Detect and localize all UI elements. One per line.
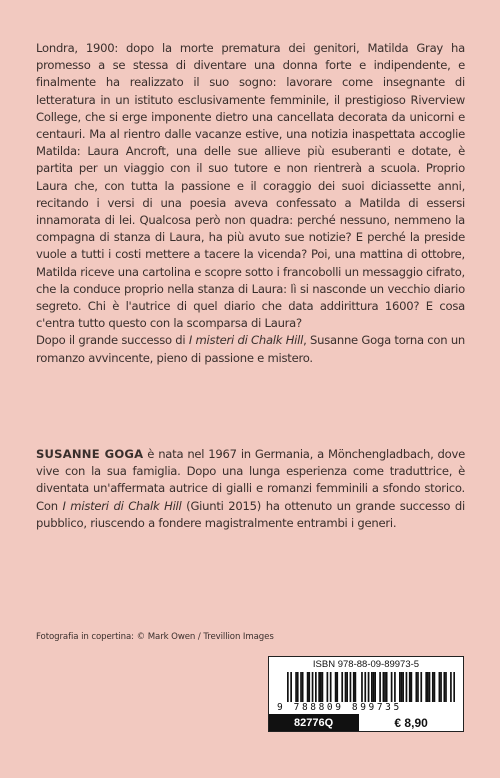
- barcode-bar: [371, 672, 373, 702]
- barcode-bar: [320, 672, 322, 702]
- barcode-block: [268, 656, 464, 732]
- author-bio-text-2: (Giunti 2015) ha ottenuto un grande successo di pubblico, riuscendo a fondere magistralmente entrambi i generi.: [36, 498, 465, 530]
- barcode-bar: [409, 672, 411, 702]
- barcode-bar: [439, 672, 441, 702]
- barcode-bar: [330, 672, 332, 702]
- barcode-bar: [384, 672, 386, 702]
- cover-photo-credit: Fotografia in copertina: © Mark Owen / Trevillion Images: [36, 632, 274, 642]
- author-bio-book-title: I misteri di Chalk Hill: [62, 498, 182, 513]
- barcode-bar: [308, 672, 310, 702]
- barcode-bar: [346, 672, 348, 702]
- barcode-bar: [411, 672, 413, 702]
- barcode-bar: [364, 672, 366, 702]
- barcode-bar: [401, 672, 403, 702]
- barcode-bar: [336, 672, 338, 702]
- author-bio-paragraph: [36, 446, 465, 532]
- barcode-bar: [374, 672, 376, 702]
- barcode-bar: [445, 672, 447, 702]
- barcode-bar: [307, 672, 309, 702]
- barcode-bar: [318, 672, 320, 702]
- barcode-bar: [355, 672, 357, 702]
- barcode-bar: [417, 672, 419, 702]
- author-bio: [36, 446, 465, 532]
- barcode-graphic: [287, 672, 455, 702]
- synopsis: [36, 40, 465, 367]
- barcode-bar: [420, 672, 422, 702]
- author-name: SUSANNE GOGA: [36, 447, 144, 461]
- barcode-footer: [269, 714, 463, 731]
- barcode-bar: [443, 672, 445, 702]
- barcode-bar: [391, 672, 393, 702]
- barcode-bar: [341, 672, 343, 702]
- synopsis-closing: [36, 332, 465, 366]
- barcode-bar: [290, 672, 292, 702]
- barcode-bar: [350, 672, 352, 702]
- barcode-bar: [450, 672, 452, 702]
- barcode-bar: [300, 672, 302, 702]
- barcode-bar: [406, 672, 408, 702]
- barcode-bar: [432, 672, 434, 702]
- author-bio-text-1: è nata nel 1967 in Germania, a Mönchengladbach, dove vive con la sua famiglia. Dopo una lunga esperienza come traduttrice, è diventata un'affermata autrice di gialli e romanzi femminili a sfondo storico. Con: [36, 447, 465, 513]
- barcode-bar: [297, 672, 299, 702]
- barcode-bar: [379, 672, 381, 702]
- barcode-bar: [429, 672, 431, 702]
- barcode-bar: [361, 672, 363, 702]
- barcode-bar: [287, 672, 289, 702]
- barcode-bar: [345, 672, 347, 702]
- barcode-bar: [295, 672, 297, 702]
- barcode-bar: [394, 672, 396, 702]
- barcode-bar: [383, 672, 385, 702]
- synopsis-closing-end: , Susanne Goga torna con un romanzo avvincente, pieno di passione e mistero.: [36, 333, 466, 365]
- barcode-bar: [312, 672, 314, 702]
- barcode-bar: [335, 672, 337, 702]
- synopsis-closing-start: Dopo il grande successo di: [36, 333, 189, 348]
- synopsis-paragraph: Londra, 1900: dopo la morte prematura dei genitori, Matilda Gray ha promesso a se stessa di diventare una donna forte e indipendente, e finalmente ha realizzato il suo sogno: lavorare come insegnante di letteratura in un istituto esclusivamente femminile, il prestigioso Riverview College, che si erge imponente dietro una cancellata decorata da unicorni e centauri. Ma al rientro dalle vacanze estive, una notizia inaspettata accoglie Matilda: Laura Ancroft, una delle sue allieve più esuberanti e dotate, è partita per un viaggio con il suo tutore e non rientrerà a scuola. Proprio Laura che, con tutta la passione e il coraggio dei suoi diciassette anni, recitando i versi di una poesia aveva confessato a Matilda di essersi innamorata di lei. Qualcosa però non quadra: perché nessuno, nemmeno la compagna di stanza di Laura, ha più avuto sue notizie? E perché la preside vuole a tutti i costi mettere a tacere la vicenda? Poi, una mattina di ottobre, Matilda riceve una cartolina e scopre sotto i francobolli un messaggio cifrato, che la conduce proprio nella stanza di Laura: lì si nasconde un vecchio diario segreto. Chi è l'autrice di quel diario che data addirittura 1600? E cosa c'entra tutto questo con la scomparsa di Laura?: [36, 41, 465, 331]
- book-title-reference: I misteri di Chalk Hill: [188, 333, 304, 348]
- barcode-bar: [453, 672, 455, 702]
- barcode-bar: [327, 672, 329, 702]
- barcode-bar: [434, 672, 436, 702]
- barcode-bar: [399, 672, 401, 702]
- barcode-bar: [415, 672, 417, 702]
- barcode-bar: [373, 672, 375, 702]
- barcode-bar: [315, 672, 317, 702]
- product-code: 82776Q: [269, 714, 358, 731]
- barcode-bar: [386, 672, 388, 702]
- barcode-bar: [440, 672, 442, 702]
- isbn-label: ISBN 978-88-09-89973-5: [312, 659, 420, 670]
- barcode-bar: [322, 672, 324, 702]
- barcode-bar: [402, 672, 404, 702]
- barcode-bar: [427, 672, 429, 702]
- barcode-bar: [353, 672, 355, 702]
- barcode-digits: 9 788809 899735: [277, 702, 402, 713]
- price-label: € 8,90: [358, 714, 463, 731]
- barcode-bar: [368, 672, 370, 702]
- barcode-bar: [425, 672, 427, 702]
- barcode-bar: [302, 672, 304, 702]
